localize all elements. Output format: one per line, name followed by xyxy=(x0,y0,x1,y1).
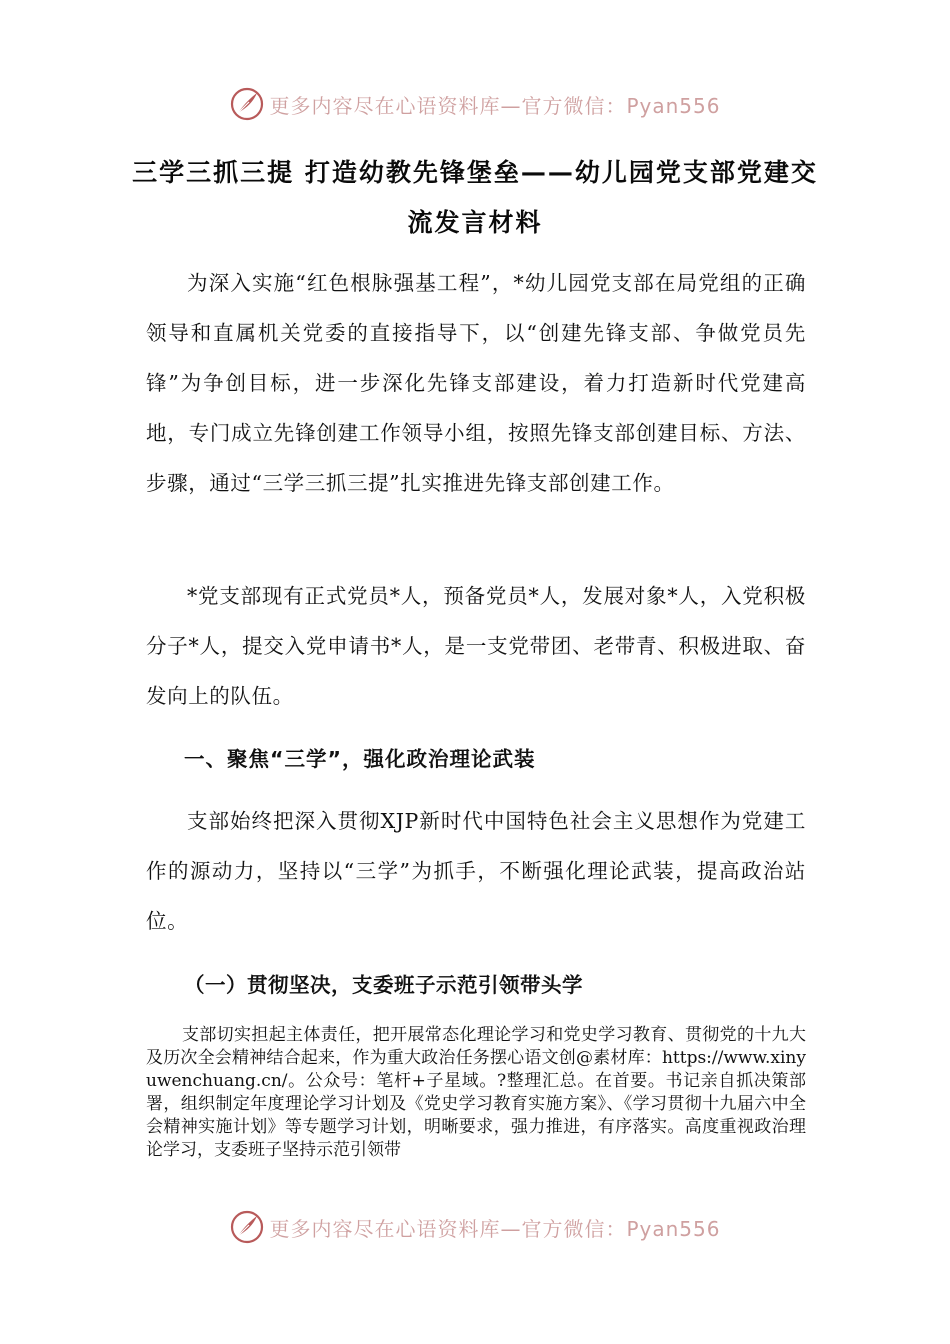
subsection-heading-1: （一）贯彻坚决，支委班子示范引领带头学 xyxy=(184,973,583,997)
watermark-text: 更多内容尽在心语资料库—官方微信：Pyan556 xyxy=(269,93,721,118)
header-watermark-banner xyxy=(0,84,950,124)
footer-watermark-banner xyxy=(0,1207,950,1247)
pen-feather-logo-icon xyxy=(229,86,265,122)
paragraph-intro: 为深入实施“红色根脉强基工程”，*幼儿园党支部在局党组的正确领导和直属机关党委的直接指导下，以“创建先锋支部、争做党员先锋”为争创目标，进一步深化先锋支部建设，着力打造新时代党建高地，专门成立先锋创建工作领导小组，按照先锋支部创建目标、方法、步骤，通过“三学三抓三提”扎实推进先锋支部创建工作。 xyxy=(146,271,806,495)
section-heading-1: 一、聚焦“三学”，强化政治理论武装 xyxy=(184,747,536,771)
document-title-line-2: 流发言材料 xyxy=(407,208,543,237)
paragraph-subsection-1: 支部切实担起主体责任，把开展常态化理论学习和党史学习教育、贯彻党的十九大及历次全会精神结合起来，作为重大政治任务摆心语文创@素材库：https://www.xinyuwenchuang.cn/。公众号：笔杆+子星域。?整理汇总。在首要。书记亲自抓决策部署，组织制定年度理论学习计划及《党史学习教育实施方案》、《学习贯彻十九届六中全会精神实施计划》等专题学习计划，明晰要求，强力推进，有序落实。高度重视政治理论学习，支委班子坚持示范引领带 xyxy=(146,1025,806,1160)
document-title-line-1: 三学三抓三提 打造幼教先锋堡垒——幼儿园党支部党建交 xyxy=(132,158,818,187)
paragraph-membership: *党支部现有正式党员*人，预备党员*人，发展对象*人，入党积极分子*人，提交入党申请书*人，是一支党带团、老带青、积极进取、奋发向上的队伍。 xyxy=(146,584,806,708)
pen-feather-logo-icon xyxy=(229,1209,265,1245)
watermark-text: 更多内容尽在心语资料库—官方微信：Pyan556 xyxy=(269,1216,721,1241)
paragraph-section-1: 支部始终把深入贯彻XJP新时代中国特色社会主义思想作为党建工作的源动力，坚持以“三学”为抓手，不断强化理论武装，提高政治站位。 xyxy=(146,809,806,933)
